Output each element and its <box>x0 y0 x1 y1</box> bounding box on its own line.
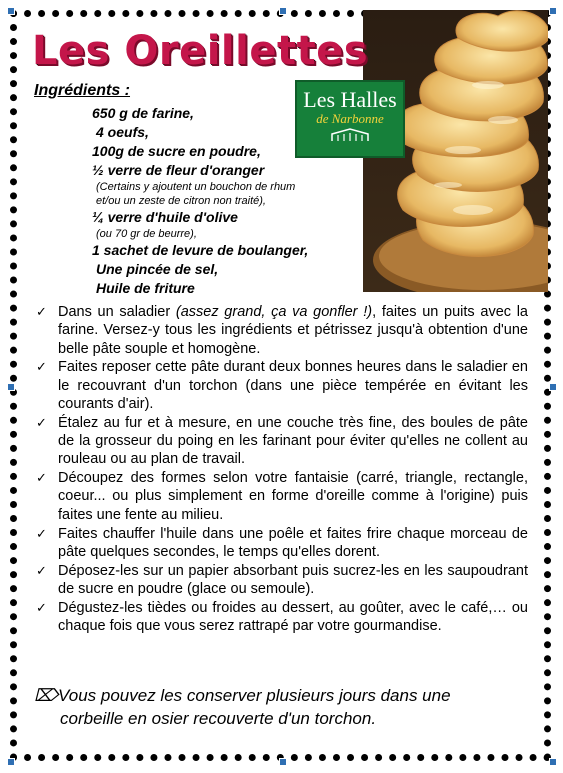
resize-handle-bottom[interactable] <box>279 758 287 766</box>
step-text: Faites reposer cette pâte durant deux bonnes heures dans le saladier en le recouvrant d'un torchon (dans une pièce tempérée en évitant les courants d'air). <box>58 359 528 412</box>
resize-handle-right[interactable] <box>549 383 557 391</box>
checkmark-icon: ✓ <box>36 562 47 578</box>
resize-handle-top-right[interactable] <box>549 7 557 15</box>
ingredient-item: 4 oeufs, <box>96 124 149 140</box>
ingredient-item: 1 sachet de levure de boulanger, <box>92 242 309 258</box>
logo-line2: de Narbonne <box>316 111 384 126</box>
tip-line1: Vous pouvez les conserver plusieurs jours dans une <box>58 686 451 705</box>
resize-handle-bottom-right[interactable] <box>549 758 557 766</box>
step-text: Étalez au fur et à mesure, en une couche très fine, des boules de pâte de la grosseur du poing en les farinant pour éviter qu'elles ne collent au rouleau ou au plan de travail. <box>58 414 528 468</box>
recipe-title: Les Oreillettes <box>32 28 369 74</box>
resize-handle-top-left[interactable] <box>7 7 15 15</box>
step-item <box>34 303 528 358</box>
ingredient-note: (Certains y ajoutent un bouchon de rhum <box>96 181 296 193</box>
ingredient-item: 100g de sucre en poudre, <box>92 143 261 159</box>
checkmark-icon: ✓ <box>36 525 47 541</box>
tip-line2: corbeille en osier recouverte d'un torchon. <box>60 709 377 728</box>
storage-tip <box>34 684 534 730</box>
ingredient-item: ½ verre de fleur d'oranger <box>92 162 265 178</box>
step-item <box>34 562 528 599</box>
checkmark-icon: ✓ <box>36 599 47 615</box>
steps-list <box>34 303 528 636</box>
step-text: Découpez des formes selon votre fantaisie (carré, triangle, rectangle, coeur... ou plus simplement en forme d'oreille comme à l'origine) puis faites une fente au milieu. <box>58 470 528 523</box>
step-item <box>34 414 528 469</box>
step-text: Dégustez-les tièdes ou froides au dessert, au goûter, avec le café,… ou chaque fois que vous serez rattrapé par votre gourmandise. <box>58 599 528 635</box>
ingredient-note: (ou 70 gr de beurre), <box>96 228 197 240</box>
logo-line1: Les Halles <box>303 87 397 112</box>
step-item <box>34 469 528 524</box>
ingredients-list <box>92 104 362 298</box>
ingredient-item: Huile de friture <box>96 280 195 296</box>
step-text: Faites chauffer l'huile dans une poêle et faites frire chaque morceau de pâte quelques secondes, le temps qu'elles dorent. <box>58 525 528 560</box>
step-text-italic: (assez grand, ça va gonfler !) <box>175 304 373 320</box>
resize-handle-bottom-left[interactable] <box>7 758 15 766</box>
ingredient-item: Une pincée de sel, <box>96 261 219 277</box>
delete-key-icon: ⌦ <box>34 686 59 705</box>
step-text: Déposez-les sur un papier absorbant puis sucrez-les en les saupoudrant de sucre en poudre (glace ou semoule). <box>58 562 528 597</box>
step-item <box>34 599 528 636</box>
step-text: Dans un saladier <box>58 304 176 320</box>
checkmark-icon: ✓ <box>36 414 47 430</box>
resize-handle-left[interactable] <box>7 383 15 391</box>
step-item <box>34 358 528 413</box>
step-item <box>34 525 528 562</box>
ingredient-item: ¼ verre d'huile d'olive <box>92 209 238 225</box>
resize-handle-top[interactable] <box>279 7 287 15</box>
checkmark-icon: ✓ <box>36 470 47 486</box>
checkmark-icon: ✓ <box>36 359 47 375</box>
checkmark-icon: ✓ <box>36 304 47 319</box>
ingredient-note: et/ou un zeste de citron non traité), <box>96 195 266 207</box>
step-text-continued: , faites un puits avec la farine. Versez-y tous les ingrédients et pétrissez jusqu'à obtention d'une belle pâte souple et homogène. <box>58 304 529 357</box>
ingredient-item: 650 g de farine, <box>92 105 194 121</box>
ingredients-heading: Ingrédients : <box>34 82 131 99</box>
